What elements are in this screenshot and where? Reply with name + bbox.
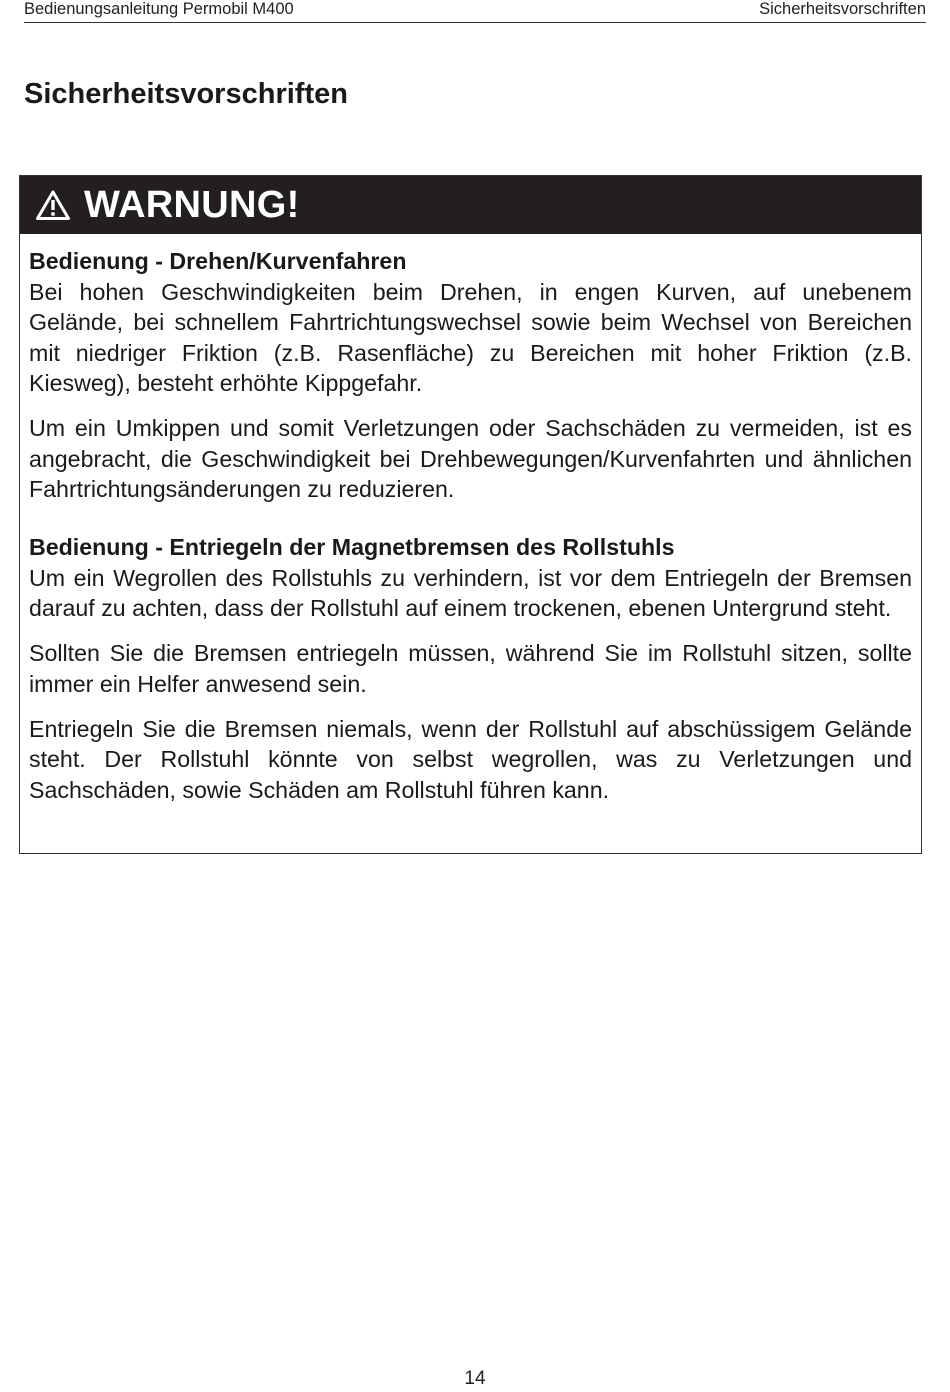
header-document-title: Bedienungsanleitung Permobil M400 [24, 0, 294, 18]
page-number: 14 [464, 1368, 486, 1389]
warning-triangle-icon [35, 189, 71, 221]
section-heading-brakes: Bedienung - Entriegeln der Magnetbremsen des Rollstuhls [29, 534, 675, 560]
warning-box [19, 175, 922, 854]
paragraph-turning-risk: Bei hohen Geschwindigkeiten beim Drehen, in engen Kurven, auf unebenem Gelände, bei schnellem Fahrtrichtungswechsel sowie beim Wechsel von Bereichen mit niedriger Friktion (z.B. Rasenfläche) zu Bereichen mit hoher Friktion (z.B. Kiesweg), besteht erhöhte Kippgefahr. [29, 278, 912, 396]
page-title: Sicherheitsvorschriften [24, 78, 348, 110]
running-header [24, 0, 926, 23]
warning-header-bar [20, 176, 921, 234]
section-heading-turning: Bedienung - Drehen/Kurvenfahren [29, 248, 407, 274]
warning-content [20, 234, 921, 805]
paragraph-brakes-helper: Sollten Sie die Bremsen entriegeln müssen, während Sie im Rollstuhl sitzen, sollte immer ein Helfer anwesend sein. [29, 640, 912, 697]
paragraph-turning-advice: Um ein Umkippen und somit Verletzungen oder Sachschäden zu vermeiden, ist es angebracht, die Geschwindigkeit bei Drehbewegungen/Kurvenfahrten und ähnlichen Fahrtrichtungsänderungen zu reduzieren. [29, 415, 912, 502]
paragraph-brakes-slope: Entriegeln Sie die Bremsen niemals, wenn der Rollstuhl auf abschüssigem Gelände steht. Der Rollstuhl könnte von selbst wegrollen, was zu Verletzungen und Sachschäden, sowie Schäden am Rollstuhl führen kann. [29, 715, 912, 803]
header-section-title: Sicherheitsvorschriften [759, 0, 926, 18]
warning-title: WARNUNG! [84, 184, 300, 226]
paragraph-brakes-surface: Um ein Wegrollen des Rollstuhls zu verhindern, ist vor dem Entriegeln der Bremsen darauf zu achten, dass der Rollstuhl auf einem trockenen, ebenen Untergrund steht. [29, 564, 912, 621]
